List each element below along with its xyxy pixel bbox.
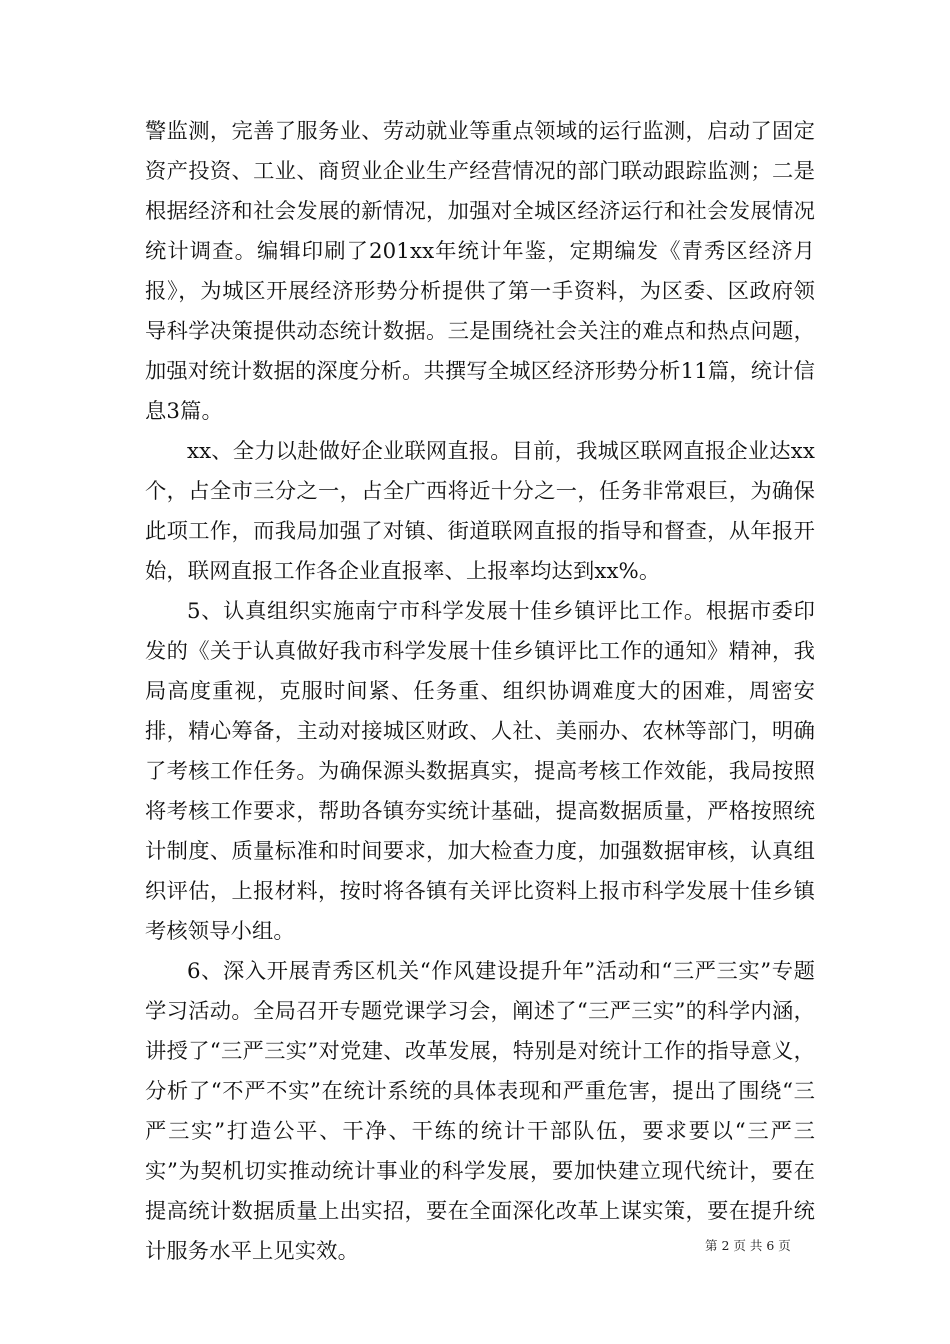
page-number-footer: 第 2 页 共 6 页 bbox=[705, 1238, 791, 1253]
document-body bbox=[145, 112, 815, 1272]
paragraph-online-reporting: xx、全力以赴做好企业联网直报。目前，我城区联网直报企业达xx个，占全市三分之一，占全广西将近十分之一，任务非常艰巨，为确保此项工作，而我局加强了对镇、街道联网直报的指导和督查，从年报开始，联网直报工作各企业直报率、上报率均达到xx%。 bbox=[145, 439, 815, 584]
paragraph-monitoring-summary: 警监测，完善了服务业、劳动就业等重点领域的运行监测，启动了固定资产投资、工业、商贸业企业生产经营情况的部门联动跟踪监测；二是根据经济和社会发展的新情况，加强对全城区经济运行和社会发展情况统计调查。编辑印刷了201xx年统计年鉴，定期编发《青秀区经济月报》，为城区开展经济形势分析提供了第一手资料，为区委、区政府领导科学决策提供动态统计数据。三是围绕社会关注的难点和热点问题，加强对统计数据的深度分析。共撰写全城区经济形势分析11篇，统计信息3篇。 bbox=[145, 119, 815, 424]
paragraph-township-evaluation: 5、认真组织实施南宁市科学发展十佳乡镇评比工作。根据市委印发的《关于认真做好我市科学发展十佳乡镇评比工作的通知》精神，我局高度重视，克服时间紧、任务重、组织协调难度大的困难，周密安排，精心筹备，主动对接城区财政、人社、美丽办、农林等部门，明确了考核工作任务。为确保源头数据真实，提高考核工作效能，我局按照将考核工作要求，帮助各镇夯实统计基础，提高数据质量，严格按照统计制度、质量标准和时间要求，加大检查力度，加强数据审核，认真组织评估，上报材料，按时将各镇有关评比资料上报市科学发展十佳乡镇考核领导小组。 bbox=[145, 599, 815, 944]
paragraph-three-stricts-study: 6、深入开展青秀区机关“作风建设提升年”活动和“三严三实”专题学习活动。全局召开专题党课学习会，阐述了“三严三实”的科学内涵，讲授了“三严三实”对党建、改革发展，特别是对统计工作的指导意义，分析了“不严不实”在统计系统的具体表现和严重危害，提出了围绕“三严三实”打造公平、干净、干练的统计干部队伍，要求要以“三严三实”为契机切实推动统计事业的科学发展，要加快建立现代统计，要在提高统计数据质量上出实招，要在全面深化改革上谋实策，要在提升统计服务水平上见实效。 bbox=[145, 959, 815, 1264]
